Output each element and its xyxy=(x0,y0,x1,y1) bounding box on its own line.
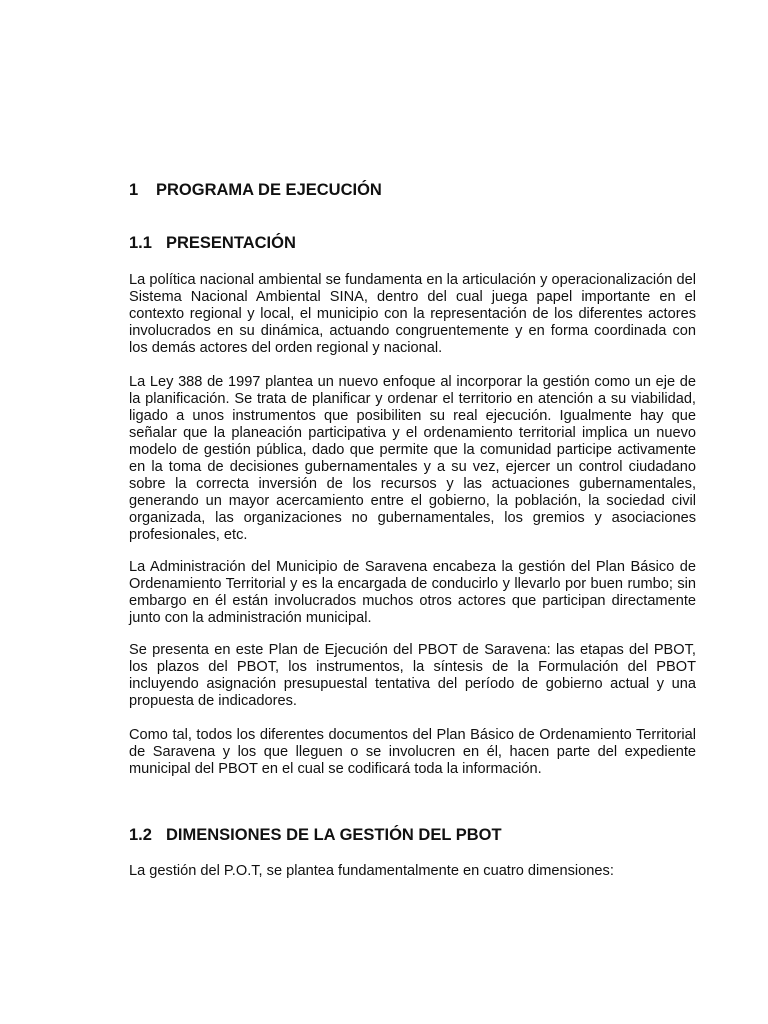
section-number: 1.2 xyxy=(129,826,152,844)
paragraph-documentos-expediente: Como tal, todos los diferentes documentos del Plan Básico de Ordenamiento Territorial de Saravena y los que lleguen o se involucren en él, hacen parte del expediente municipal del PBOT en el cual se codificará toda la información. xyxy=(129,727,696,777)
section-title: DIMENSIONES DE LA GESTIÓN DEL PBOT xyxy=(166,826,502,844)
paragraph-politica-nacional: La política nacional ambiental se fundamenta en la articulación y operacionalización del Sistema Nacional Ambiental SINA, dentro del cual juega papel importante en el contexto regional y local, el municipio con la representación de los diferentes actores involucrados en su dinámica, actuando congruentemente y en forma coordinada con los demás actores del orden regional y nacional. xyxy=(129,272,696,356)
paragraph-gestion-pot: La gestión del P.O.T, se plantea fundamentalmente en cuatro dimensiones: xyxy=(129,863,614,879)
section-title: PRESENTACIÓN xyxy=(166,234,296,252)
section-heading-programa-de-ejecucion xyxy=(129,180,382,200)
paragraph-administracion-municipio: La Administración del Municipio de Saravena encabeza la gestión del Plan Básico de Ordenamiento Territorial y es la encargada de conducirlo y llevarlo por buen rumbo; sin embargo en él están involucrados muchos otros actores que participan directamente junto con la administración municipal. xyxy=(129,559,696,626)
section-number: 1 xyxy=(129,181,139,199)
section-heading-presentacion xyxy=(129,233,296,253)
paragraph-plan-de-ejecucion: Se presenta en este Plan de Ejecución del PBOT de Saravena: las etapas del PBOT, los plazos del PBOT, los instrumentos, la síntesis de la Formulación del PBOT incluyendo asignación presupuestal tentativa del período de gobierno actual y una propuesta de indicadores. xyxy=(129,642,696,709)
section-title: PROGRAMA DE EJECUCIÓN xyxy=(156,181,382,199)
paragraph-ley-388: La Ley 388 de 1997 plantea un nuevo enfoque al incorporar la gestión como un eje de la planificación. Se trata de planificar y ordenar el territorio en atención a su viabilidad, ligado a unos instrumentos que posibiliten su real ejecución. Igualmente hay que señalar que la planeación participativa y el ordenamiento territorial implica un nuevo modelo de gestión pública, dado que permite que la comunidad participe activamente en la toma de decisiones gubernamentales y a su vez, ejercer un control ciudadano sobre la correcta inversión de los recursos y las actuaciones gubernamentales, generando un mayor acercamiento entre el gobierno, la población, la sociedad civil organizada, las organizaciones no gubernamentales, los gremios y asociaciones profesionales, etc. xyxy=(129,374,696,543)
section-number: 1.1 xyxy=(129,234,152,252)
section-heading-dimensiones-gestion xyxy=(129,825,502,845)
